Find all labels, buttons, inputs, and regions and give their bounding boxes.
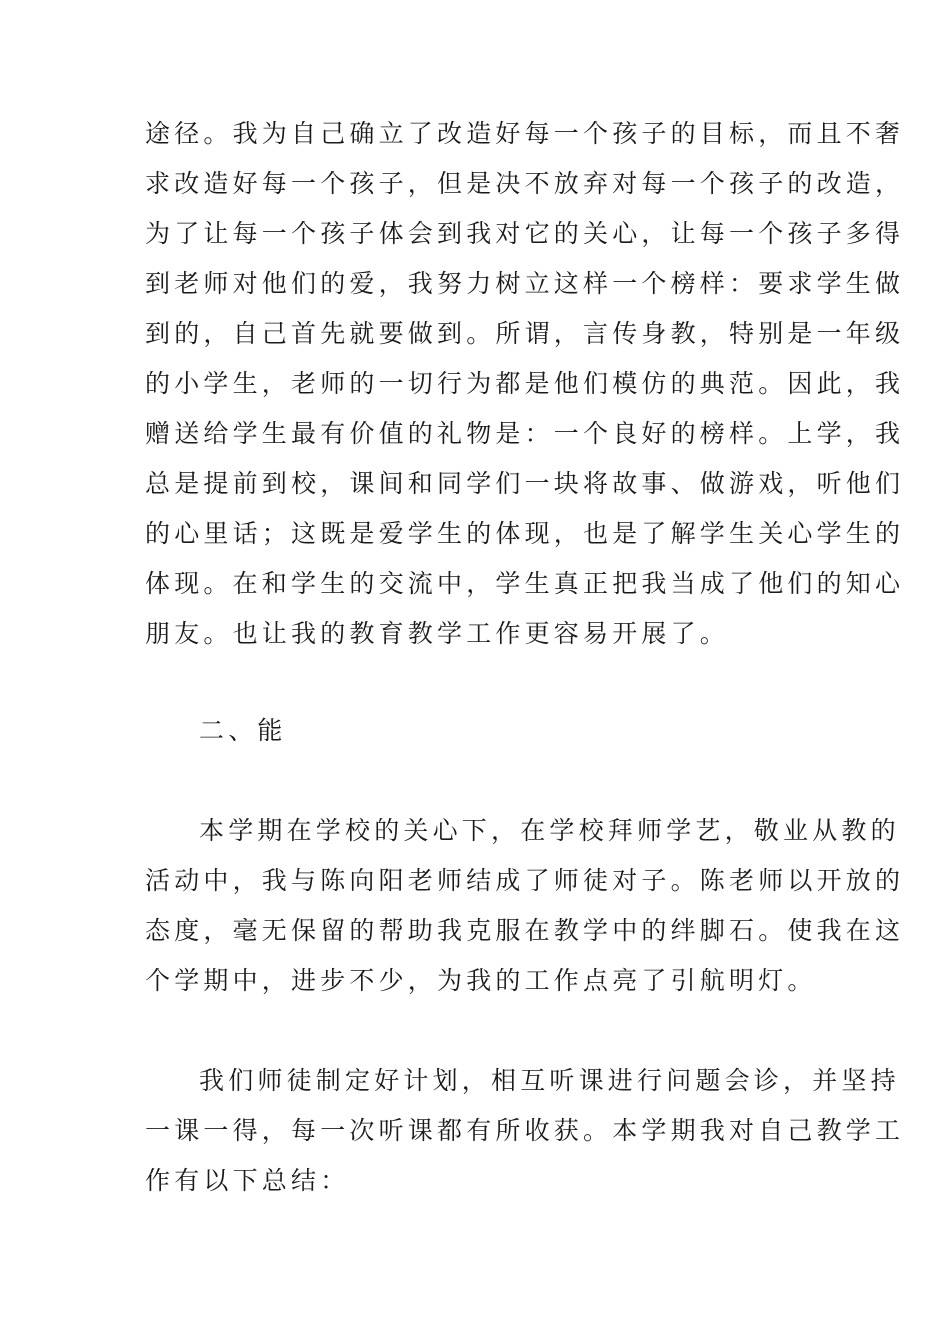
paragraph-1-line: 总是提前到校，课间和同学们一块将故事、做游戏，听他们 bbox=[145, 469, 905, 498]
paragraph-1-line: 为了让每一个孩子体会到我对它的关心，让每一个孩子多得 bbox=[145, 219, 905, 248]
paragraph-1-line: 的心里话；这既是爱学生的体现，也是了解学生关心学生的 bbox=[145, 519, 905, 548]
paragraph-1-line: 到老师对他们的爱，我努力树立这样一个榜样：要求学生做 bbox=[145, 269, 905, 298]
paragraph-2-line: 态度，毫无保留的帮助我克服在教学中的绊脚石。使我在这 bbox=[145, 916, 905, 945]
paragraph-1 bbox=[145, 109, 905, 659]
paragraph-2-line: 活动中，我与陈向阳老师结成了师徒对子。陈老师以开放的 bbox=[145, 866, 905, 895]
paragraph-2-line: 个学期中，进步不少，为我的工作点亮了引航明灯。 bbox=[145, 966, 817, 995]
paragraph-2 bbox=[145, 806, 905, 1006]
paragraph-1-line: 体现。在和学生的交流中，学生真正把我当成了他们的知心 bbox=[145, 569, 905, 598]
paragraph-1-line: 朋友。也让我的教育教学工作更容易开展了。 bbox=[145, 619, 730, 648]
paragraph-1-line: 求改造好每一个孩子，但是决不放弃对每一个孩子的改造， bbox=[145, 169, 905, 198]
paragraph-3-line: 我们师徒制定好计划，相互听课进行问题会诊，并坚持 bbox=[199, 1066, 900, 1095]
section-heading bbox=[145, 706, 810, 756]
paragraph-3 bbox=[145, 1056, 905, 1206]
paragraph-1-line: 到的，自己首先就要做到。所谓，言传身教，特别是一年级 bbox=[145, 319, 905, 348]
paragraph-2-line: 本学期在学校的关心下，在学校拜师学艺，敬业从教的 bbox=[199, 816, 900, 845]
paragraph-1-line: 赠送给学生最有价值的礼物是：一个良好的榜样。上学，我 bbox=[145, 419, 905, 448]
section-heading-text: 二、能 bbox=[199, 716, 287, 745]
paragraph-3-line: 作有以下总结： bbox=[145, 1166, 350, 1195]
paragraph-1-line: 途径。我为自己确立了改造好每一个孩子的目标，而且不奢 bbox=[145, 119, 905, 148]
paragraph-3-line: 一课一得，每一次听课都有所收获。本学期我对自己教学工 bbox=[145, 1116, 905, 1145]
paragraph-1-line: 的小学生，老师的一切行为都是他们模仿的典范。因此，我 bbox=[145, 369, 905, 398]
